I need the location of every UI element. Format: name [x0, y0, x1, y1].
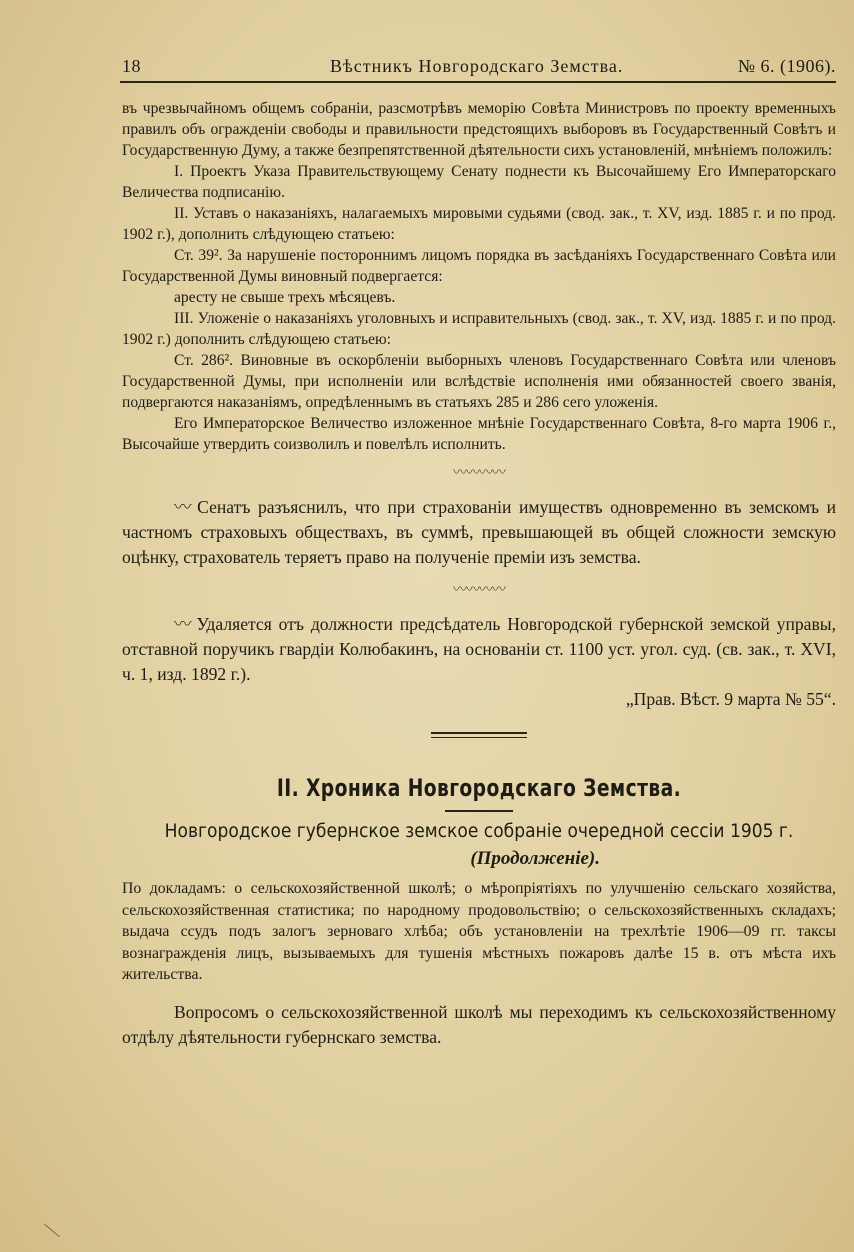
- closing-paragraph: [122, 1000, 836, 1050]
- page-body: [122, 98, 836, 1050]
- running-header: [122, 56, 836, 80]
- senate-notice: [122, 495, 836, 570]
- decree-paragraph: аресту не свыше трехъ мѣсяцевъ.: [174, 289, 396, 306]
- header-rule: [120, 81, 836, 83]
- wave-divider: 〰〰〰〰: [453, 583, 505, 598]
- decree-paragraph: въ чрезвычайномъ общемъ собраніи, разсмотрѣвъ меморію Совѣта Министровъ по проекту временныхъ правилъ объ огражденіи свободы и правильности предстоящихъ выборовъ въ Государственный Совѣтъ и Государственную Думу, а также безпрепятственной дѣятельности сихъ установленій, мнѣніемъ положилъ:: [122, 100, 836, 159]
- section-title: II. Хроника Новгородскаго Земства.: [276, 774, 682, 802]
- double-rule: [431, 732, 527, 738]
- journal-title: Вѣстникъ Новгородскаго Земства.: [330, 56, 624, 76]
- wave-divider: 〰〰〰〰: [453, 466, 505, 481]
- senate-notice-text: Сенатъ разъяснилъ, что при страхованіи имуществъ одновременно въ земскомъ и частномъ страховыхъ обществахъ, въ суммѣ, превышающей въ общей сложности земскую оцѣнку, страхователь теряетъ право на полученіе преміи изъ земства.: [122, 497, 836, 567]
- section-subtitle: Новгородское губернское земское собраніе очередной сессіи 1905 г.: [164, 820, 794, 842]
- decree-paragraph: Его Императорское Величество изложенное мнѣніе Государственнаго Совѣта, 8-го марта 1906 г., Высочайше утвердить соизволилъ и повелѣлъ исполнить.: [122, 415, 836, 453]
- decree-paragraph: Ст. 286². Виновные въ оскорбленіи выборныхъ членовъ Государственнаго Совѣта или членовъ Государственной Думы, при исполненіи или вслѣдствіе исполненія ими обязанностей своего званія, подвергаются наказаніямъ, опредѣленнымъ въ статьяхъ 285 и 286 сего уложенія.: [122, 352, 836, 411]
- page-number: 18: [122, 56, 141, 76]
- title-rule: [445, 810, 513, 812]
- tilde-mark: 〰: [174, 614, 197, 634]
- dismissal-notice-text: Удаляется отъ должности предсѣдатель Новгородской губернской земской управы, отставной поручикъ гвардіи Колюбакинъ, на основаніи ст. 1100 уст. угол. суд. (св. зак., т. XVI, ч. 1, изд. 1892 г.).: [122, 614, 836, 684]
- dismissal-notice: [122, 612, 836, 712]
- decree-paragraph: II. Уставъ о наказаніяхъ, налагаемыхъ мировыми судьями (свод. зак., т. XV, изд. 1885 г. и по прод. 1902 г.), дополнить слѣдующею статьею:: [122, 205, 836, 243]
- reports-summary-text: По докладамъ: о сельскохозяйственной школѣ; о мѣропріятіяхъ по улучшенію сельскаго хозяйства, сельскохозяйственная статистика; по народному продовольствію; о сельскохозяйственныхъ складахъ; выдача ссудъ подъ залогъ зерноваго хлѣба; объ установленіи на трехлѣтіе 1906—09 гг. таксы вознагражденія лицъ, вызываемыхъ для тушенія мѣстныхъ пожаровъ далѣе 15 в. отъ мѣста ихъ жительства.: [122, 880, 836, 983]
- decree-paragraph: Ст. 39². За нарушеніе постороннимъ лицомъ порядка въ засѣданіяхъ Государственнаго Совѣта или Государственной Думы виновный подвергается:: [122, 247, 836, 285]
- closing-paragraph-text: Вопросомъ о сельскохозяйственной школѣ мы переходимъ къ сельскохозяйственному отдѣлу дѣятельности губернскаго земства.: [122, 1001, 836, 1047]
- tilde-mark: 〰: [174, 497, 198, 517]
- paper-fold-mark: [44, 1224, 60, 1238]
- continued-label: (Продолженіе).: [470, 848, 600, 869]
- issue-number: № 6. (1906).: [737, 56, 836, 76]
- decree-paragraph: III. Уложеніе о наказаніяхъ уголовныхъ и исправительныхъ (свод. зак., т. XV, изд. 1885 г. и по прод. 1902 г.) дополнить слѣдующею статьею:: [122, 310, 836, 348]
- decree-text: [122, 98, 836, 455]
- reports-summary: [122, 878, 836, 986]
- decree-paragraph: I. Проектъ Указа Правительствующему Сенату поднести къ Высочайшему Его Императорскаго Величества подписанію.: [122, 163, 836, 201]
- source-citation: „Прав. Вѣст. 9 марта № 55“.: [625, 689, 836, 709]
